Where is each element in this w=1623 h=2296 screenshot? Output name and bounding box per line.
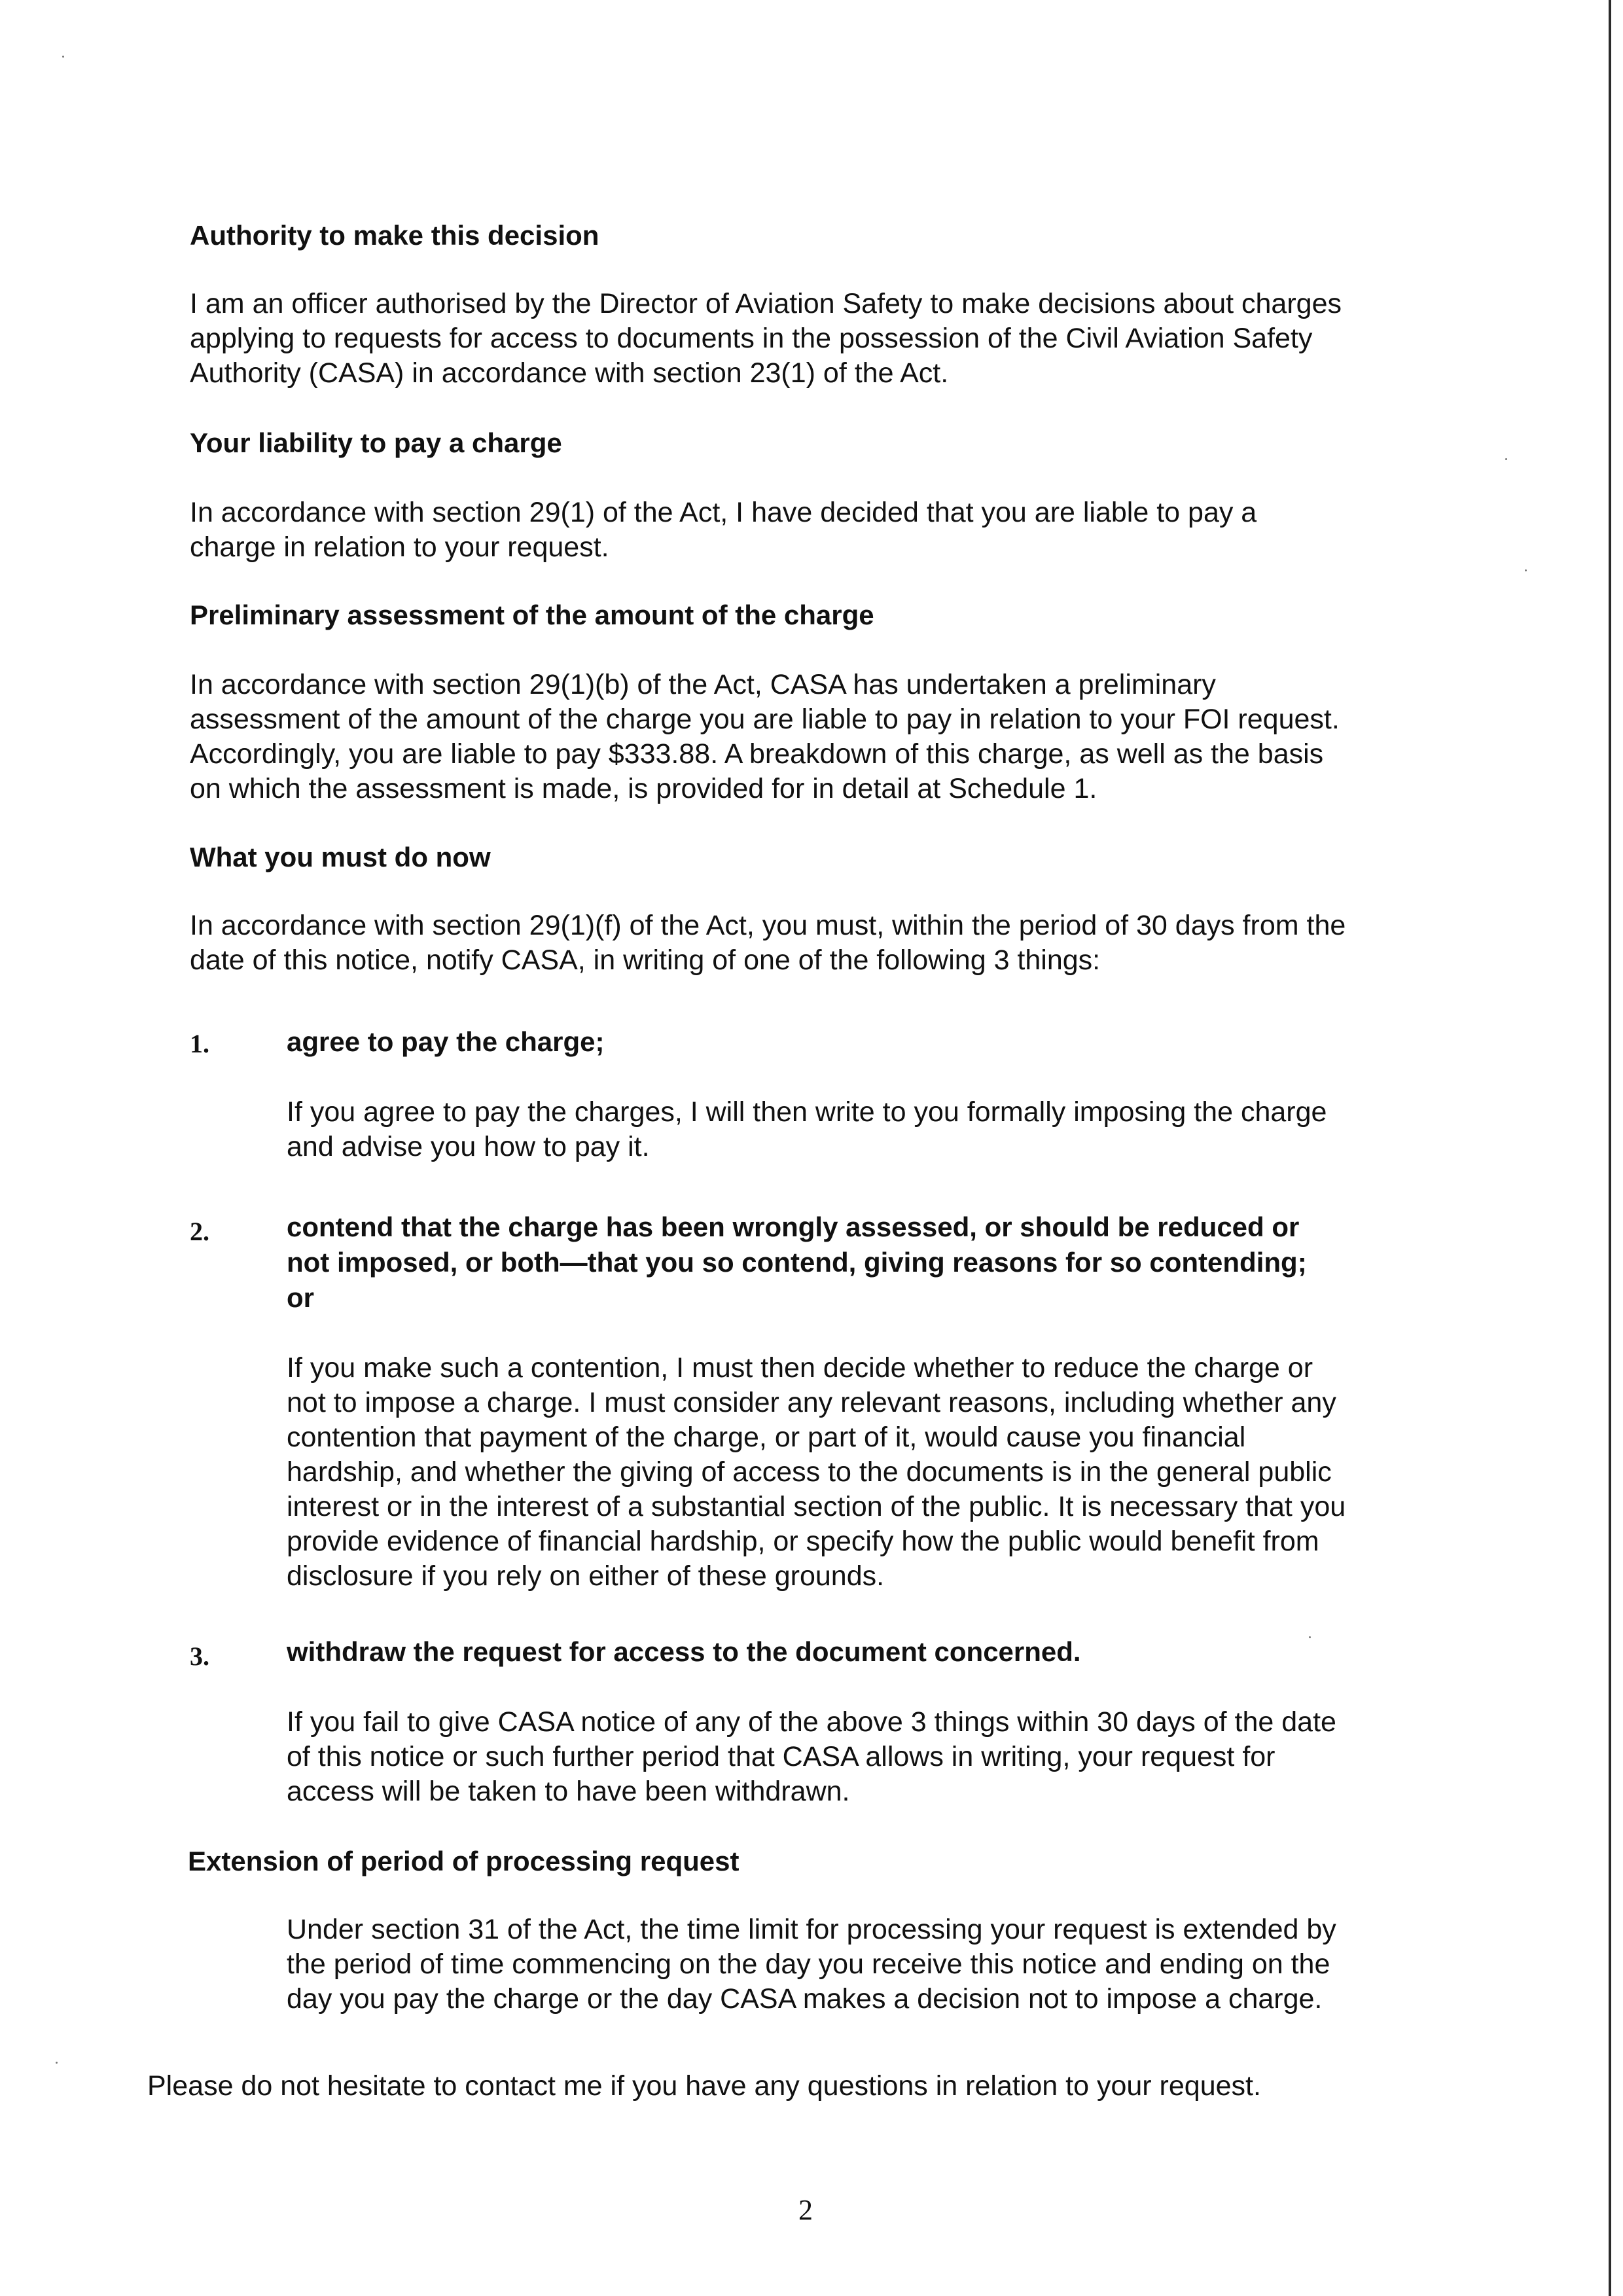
text-line: access will be taken to have been withdrawn. — [287, 1776, 850, 1807]
heading-what-you-must-do: What you must do now — [190, 842, 491, 872]
text-line: and advise you how to pay it. — [287, 1131, 650, 1162]
text-line: date of this notice, notify CASA, in writing of one of the following 3 things: — [190, 944, 1101, 976]
list-item-title — [287, 1634, 1438, 1670]
heading-authority: Authority to make this decision — [190, 220, 599, 251]
list-item-title — [287, 1024, 1438, 1060]
text-line: Under section 31 of the Act, the time limit for processing your request is extended by — [287, 1914, 1336, 1945]
text-line: If you agree to pay the charges, I will then write to you formally imposing the charge — [287, 1096, 1327, 1128]
text-line: not to impose a charge. I must consider any relevant reasons, including whether any — [287, 1387, 1336, 1418]
list-item-body — [287, 1351, 1438, 1594]
list-item-number: 2. — [190, 1217, 209, 1246]
closing-sentence: Please do not hesitate to contact me if you have any questions in relation to your request. — [147, 2070, 1261, 2102]
text-line: In accordance with section 29(1)(f) of the Act, you must, within the period of 30 days from the — [190, 910, 1346, 941]
heading-liability: Your liability to pay a charge — [190, 427, 562, 458]
scan-speck — [1505, 458, 1507, 460]
text-line: contention that payment of the charge, or part of it, would cause you financial — [287, 1422, 1246, 1453]
scan-speck — [1309, 1636, 1311, 1638]
text-line: In accordance with section 29(1)(b) of the Act, CASA has undertaken a preliminary — [190, 669, 1216, 700]
heading-extension: Extension of period of processing request — [188, 1846, 740, 1876]
text-line: interest or in the interest of a substantial section of the public. It is necessary that you — [287, 1491, 1346, 1522]
text-line: provide evidence of financial hardship, or specify how the public would benefit from — [287, 1526, 1319, 1557]
scan-speck — [1525, 569, 1527, 571]
text-line: or — [287, 1282, 314, 1313]
paragraph-liability-cont — [190, 530, 1433, 565]
scan-speck — [62, 56, 64, 58]
paragraph-preliminary-assessment — [190, 668, 1433, 806]
text-line: If you fail to give CASA notice of any of the above 3 things within 30 days of the date — [287, 1706, 1336, 1738]
text-line: assessment of the amount of the charge you are liable to pay in relation to your FOI request. — [190, 704, 1340, 735]
text-line: not imposed, or both—that you so contend, giving reasons for so contending; — [287, 1247, 1307, 1278]
text-line: In accordance with section 29(1) of the Act, I have decided that you are liable to pay a — [190, 497, 1257, 528]
text-line: the period of time commencing on the day you receive this notice and ending on the — [287, 1948, 1330, 1980]
text-line: contend that the charge has been wrongly assessed, or should be reduced or — [287, 1211, 1300, 1242]
list-item-number: 3. — [190, 1641, 209, 1671]
text-line: If you make such a contention, I must then decide whether to reduce the charge or — [287, 1352, 1313, 1384]
text-line: hardship, and whether the giving of access to the documents is in the general public — [287, 1456, 1332, 1488]
list-item-body — [287, 1705, 1438, 1809]
text-line: applying to requests for access to documents in the possession of the Civil Aviation Safety — [190, 323, 1313, 354]
list-item-number: 1. — [190, 1029, 209, 1058]
paragraph-what-you-must-do — [190, 908, 1433, 978]
scan-edge-line — [1609, 0, 1611, 2296]
text-line: day you pay the charge or the day CASA makes a decision not to impose a charge. — [287, 1983, 1323, 2015]
text-line: Authority (CASA) in accordance with section 23(1) of the Act. — [190, 357, 949, 389]
paragraph-extension — [287, 1912, 1438, 2017]
list-item-title — [287, 1210, 1438, 1316]
paragraph-liability — [190, 495, 1433, 530]
text-line: on which the assessment is made, is provided for in detail at Schedule 1. — [190, 773, 1097, 804]
page-number: 2 — [798, 2194, 813, 2226]
text-line: Accordingly, you are liable to pay $333.88. A breakdown of this charge, as well as the basis — [190, 738, 1324, 770]
text-line: disclosure if you rely on either of these grounds. — [287, 1560, 885, 1592]
text-line: agree to pay the charge; — [287, 1026, 605, 1057]
text-line: charge in relation to your request. — [190, 531, 609, 563]
text-line: withdraw the request for access to the document concerned. — [287, 1636, 1081, 1667]
text-line: I am an officer authorised by the Director of Aviation Safety to make decisions about charges — [190, 288, 1342, 319]
list-item-body — [287, 1095, 1438, 1164]
text-line: of this notice or such further period that CASA allows in writing, your request for — [287, 1741, 1275, 1772]
paragraph-authority — [190, 287, 1433, 391]
heading-preliminary-assessment: Preliminary assessment of the amount of the charge — [190, 600, 874, 630]
scan-speck — [56, 2062, 58, 2064]
